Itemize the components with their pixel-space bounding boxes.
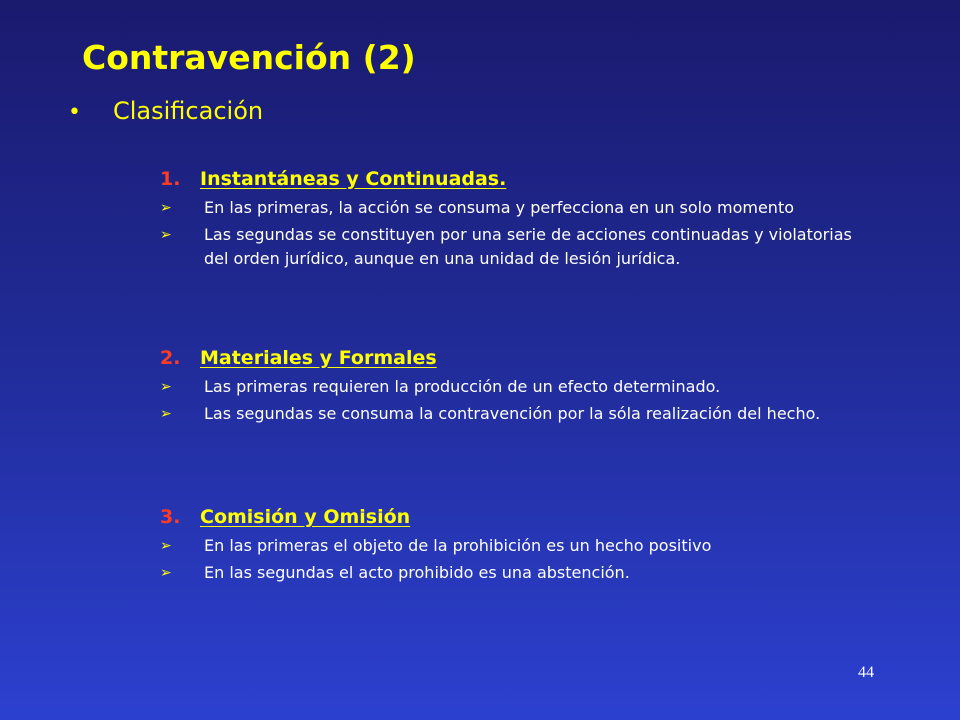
section-title: Comisión y Omisión xyxy=(200,506,411,528)
list-item xyxy=(160,223,920,271)
bullet-icon: • xyxy=(68,100,81,125)
point-text: En las primeras, la acción se consuma y perfecciona en un solo momento xyxy=(204,198,795,217)
arrow-bullet-icon: ➢ xyxy=(160,565,172,581)
list-item xyxy=(160,375,920,399)
arrow-bullet-icon: ➢ xyxy=(160,406,172,422)
section-comision xyxy=(160,506,920,588)
point-text: En las primeras el objeto de la prohibición es un hecho positivo xyxy=(204,536,712,555)
section-heading xyxy=(160,506,920,532)
arrow-bullet-icon: ➢ xyxy=(160,379,172,395)
list-item xyxy=(160,534,920,558)
section-title: Instantáneas y Continuadas. xyxy=(200,168,507,190)
section-title: Materiales y Formales xyxy=(200,347,437,369)
slide-subtitle: Clasificación xyxy=(113,97,264,125)
section-heading xyxy=(160,347,920,373)
arrow-bullet-icon: ➢ xyxy=(160,538,172,554)
section-number: 1. xyxy=(160,168,181,190)
slide-title: Contravención (2) xyxy=(82,38,416,77)
arrow-bullet-icon: ➢ xyxy=(160,200,172,216)
list-item xyxy=(160,402,920,426)
list-item xyxy=(160,196,920,220)
arrow-bullet-icon: ➢ xyxy=(160,227,172,243)
section-materiales xyxy=(160,347,920,429)
page-number: 44 xyxy=(858,664,874,681)
list-item xyxy=(160,561,920,585)
section-number: 3. xyxy=(160,506,181,528)
section-number: 2. xyxy=(160,347,181,369)
point-text: Las segundas se consuma la contravención por la sóla realización del hecho. xyxy=(204,404,821,423)
section-instantaneas xyxy=(160,168,920,274)
section-heading xyxy=(160,168,920,194)
point-text: En las segundas el acto prohibido es una abstención. xyxy=(204,563,630,582)
point-text: Las segundas se constituyen por una serie de acciones continuadas y violatorias del orden jurídico, aunque en una unidad de lesión jurídica. xyxy=(204,225,852,268)
point-text: Las primeras requieren la producción de un efecto determinado. xyxy=(204,377,721,396)
